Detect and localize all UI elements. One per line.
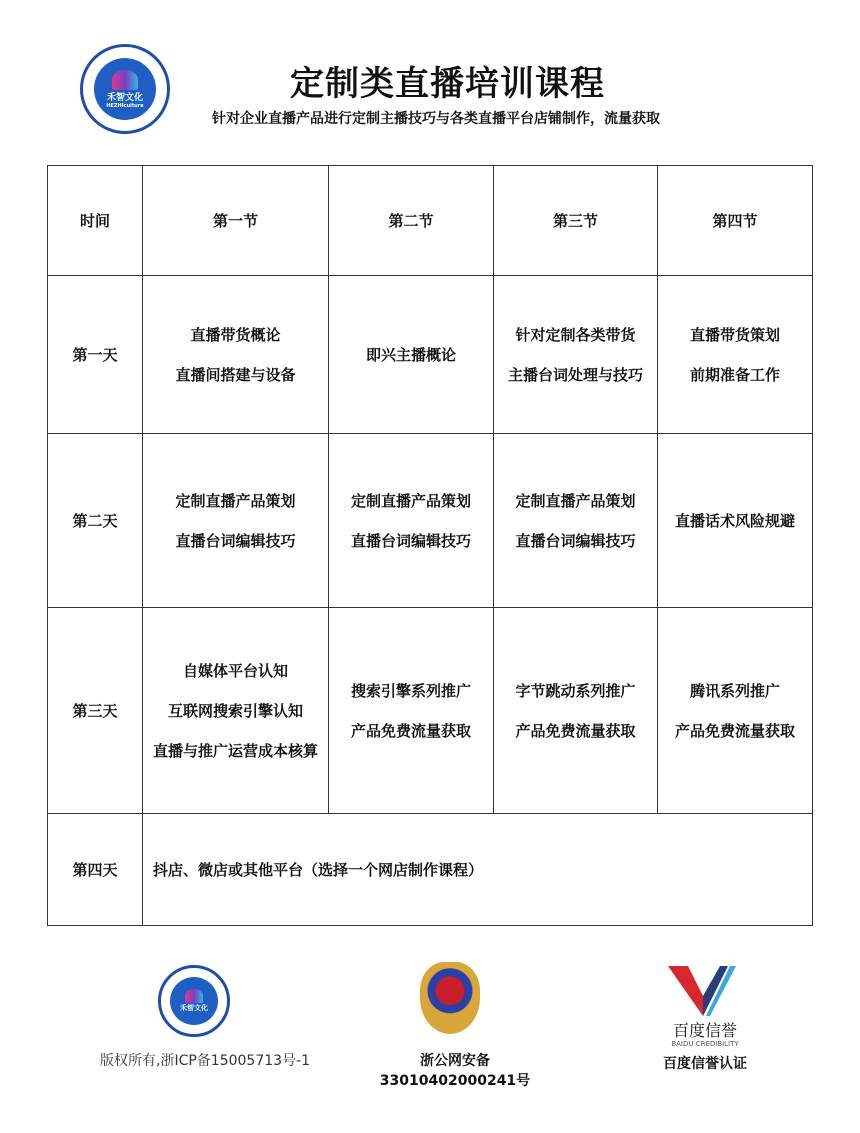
logo-swoosh-icon [112, 70, 138, 90]
logo-swoosh-icon [185, 989, 203, 1003]
day-cell: 第一天 [48, 276, 143, 434]
course-cell [143, 276, 329, 434]
day-cell: 第四天 [48, 814, 143, 926]
course-cell [143, 434, 329, 608]
day-cell: 第三天 [48, 608, 143, 814]
course-line: 定制直播产品策划 [175, 491, 296, 510]
column-header: 时间 [48, 166, 143, 276]
logo-sub: HEZHIculture [106, 102, 144, 109]
course-line: 直播间搭建与设备 [175, 365, 296, 384]
company-logo [80, 44, 170, 134]
course-cell [494, 608, 658, 814]
course-line: 直播带货策划 [689, 325, 780, 344]
table-row [48, 608, 813, 814]
course-cell [143, 608, 329, 814]
baidu-logo-text: 百度信誉 [672, 1021, 737, 1040]
page-title: 定制类直播培训课程 [290, 64, 605, 104]
course-line: 直播与推广运营成本核算 [152, 741, 318, 760]
course-line: 即兴主播概论 [365, 345, 456, 364]
police-emblem-icon [420, 962, 480, 1034]
course-line: 产品免费流量获取 [674, 721, 795, 740]
course-line: 搜索引擎系列推广 [350, 681, 471, 700]
course-line: 腾讯系列推广 [689, 681, 780, 700]
course-line: 直播话术风险规避 [674, 511, 795, 530]
course-line: 字节跳动系列推广 [515, 681, 636, 700]
table-row [48, 814, 813, 926]
course-line: 主播台词处理与技巧 [507, 365, 643, 384]
course-cell [658, 276, 813, 434]
logo-text: 禾智文化 [180, 1004, 208, 1012]
footer-company-logo [158, 965, 230, 1037]
course-cell [329, 434, 494, 608]
course-cell: 抖店、微店或其他平台（选择一个网店制作课程） [143, 814, 813, 926]
column-header: 第三节 [494, 166, 658, 276]
course-line: 直播台词编辑技巧 [175, 531, 296, 550]
logo-text: 禾智文化 [106, 92, 143, 103]
course-line: 产品免费流量获取 [515, 721, 636, 740]
course-line: 直播台词编辑技巧 [515, 531, 636, 550]
course-cell [329, 608, 494, 814]
course-cell [329, 276, 494, 434]
table-row [48, 276, 813, 434]
schedule-table [47, 165, 813, 926]
column-header: 第一节 [143, 166, 329, 276]
course-cell [494, 276, 658, 434]
course-line: 自媒体平台认知 [182, 661, 288, 680]
baidu-certification: 百度信誉认证 [663, 1056, 747, 1072]
course-cell [658, 608, 813, 814]
course-line: 定制直播产品策划 [350, 491, 471, 510]
course-cell [658, 434, 813, 608]
icp-record: 版权所有,浙ICP备15005713号-1 [100, 1053, 311, 1069]
course-cell [494, 434, 658, 608]
baidu-logo-sub: BAIDU CREDIBILITY [671, 1040, 739, 1048]
course-line: 定制直播产品策划 [515, 491, 636, 510]
column-header: 第二节 [329, 166, 494, 276]
course-line: 产品免费流量获取 [350, 721, 471, 740]
course-line: 针对定制各类带货 [515, 325, 636, 344]
course-line: 直播台词编辑技巧 [350, 531, 471, 550]
baidu-credibility-icon [668, 966, 738, 1016]
course-line: 直播带货概论 [190, 325, 281, 344]
table-row [48, 434, 813, 608]
police-record: 浙公网安备 33010402000241号 [379, 1053, 531, 1089]
course-line: 互联网搜索引擎认知 [167, 701, 303, 720]
column-header: 第四节 [658, 166, 813, 276]
course-line: 前期准备工作 [689, 365, 780, 384]
page-subtitle: 针对企业直播产品进行定制主播技巧与各类直播平台店铺制作，流量获取 [212, 111, 660, 127]
table-header-row [48, 166, 813, 276]
day-cell: 第二天 [48, 434, 143, 608]
